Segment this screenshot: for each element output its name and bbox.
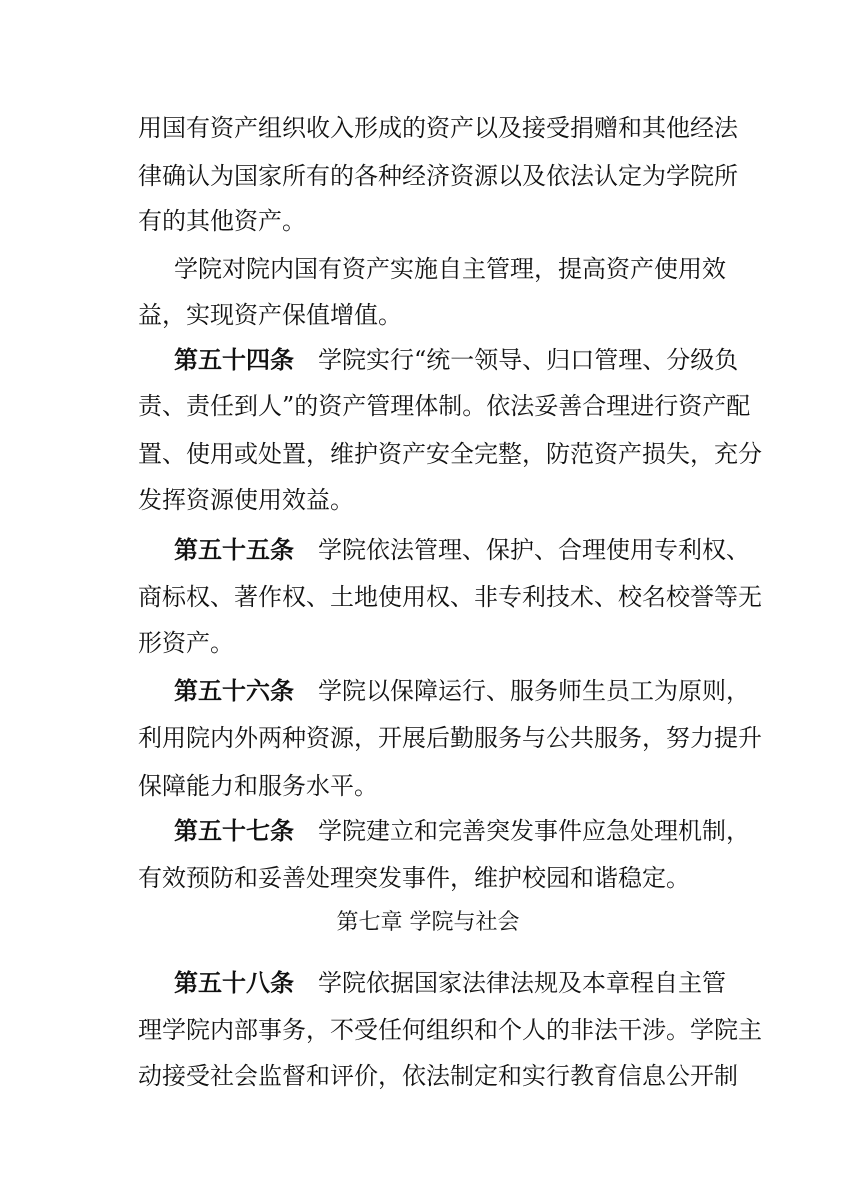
paragraph-line: 有的其他资产。 bbox=[138, 207, 306, 235]
paragraph-line: 动接受社会监督和评价，依法制定和实行教育信息公开制 bbox=[138, 1062, 738, 1090]
chapter-heading: 第七章 学院与社会 bbox=[336, 910, 520, 935]
paragraph-line: 发挥资源使用效益。 bbox=[138, 486, 354, 514]
paragraph-line: 学院对院内国有资产实施自主管理，提高资产使用效 bbox=[174, 255, 726, 283]
article-57 bbox=[174, 808, 750, 854]
article-text: 学院建立和完善突发事件应急处理机制， bbox=[318, 817, 750, 845]
article-text: 学院依据国家法律法规及本章程自主管 bbox=[318, 969, 726, 997]
article-58 bbox=[174, 960, 726, 1006]
paragraph-line: 形资产。 bbox=[138, 629, 234, 657]
article-heading: 第五十六条 bbox=[174, 677, 294, 705]
article-heading: 第五十五条 bbox=[174, 536, 294, 564]
article-heading: 第五十八条 bbox=[174, 969, 294, 997]
paragraph-line: 责、责任到人”的资产管理体制。依法妥善合理进行资产配 bbox=[138, 392, 751, 420]
paragraph-line: 保障能力和服务水平。 bbox=[138, 772, 378, 800]
paragraph-line: 商标权、著作权、土地使用权、非专利技术、校名校誉等无 bbox=[138, 583, 762, 611]
paragraph-line: 有效预防和妥善处理突发事件，维护校园和谐稳定。 bbox=[138, 864, 690, 892]
paragraph-line: 理学院内部事务，不受任何组织和个人的非法干涉。学院主 bbox=[138, 1016, 762, 1044]
article-text: 学院以保障运行、服务师生员工为原则， bbox=[318, 677, 750, 705]
article-55 bbox=[174, 527, 750, 573]
article-54 bbox=[174, 337, 739, 383]
article-text: 学院实行“统一领导、归口管理、分级负 bbox=[318, 346, 739, 374]
article-56 bbox=[174, 668, 750, 714]
article-heading: 第五十七条 bbox=[174, 817, 294, 845]
article-text: 学院依法管理、保护、合理使用专利权、 bbox=[318, 536, 750, 564]
article-heading: 第五十四条 bbox=[174, 346, 294, 374]
paragraph-line: 置、使用或处置，维护资产安全完整，防范资产损失，充分 bbox=[138, 440, 762, 468]
paragraph-line: 律确认为国家所有的各种经济资源以及依法认定为学院所 bbox=[138, 162, 738, 190]
paragraph-line: 益，实现资产保值增值。 bbox=[138, 301, 402, 329]
paragraph-line: 利用院内外两种资源，开展后勤服务与公共服务，努力提升 bbox=[138, 724, 762, 752]
paragraph-line: 用国有资产组织收入形成的资产以及接受捐赠和其他经法 bbox=[138, 114, 738, 142]
